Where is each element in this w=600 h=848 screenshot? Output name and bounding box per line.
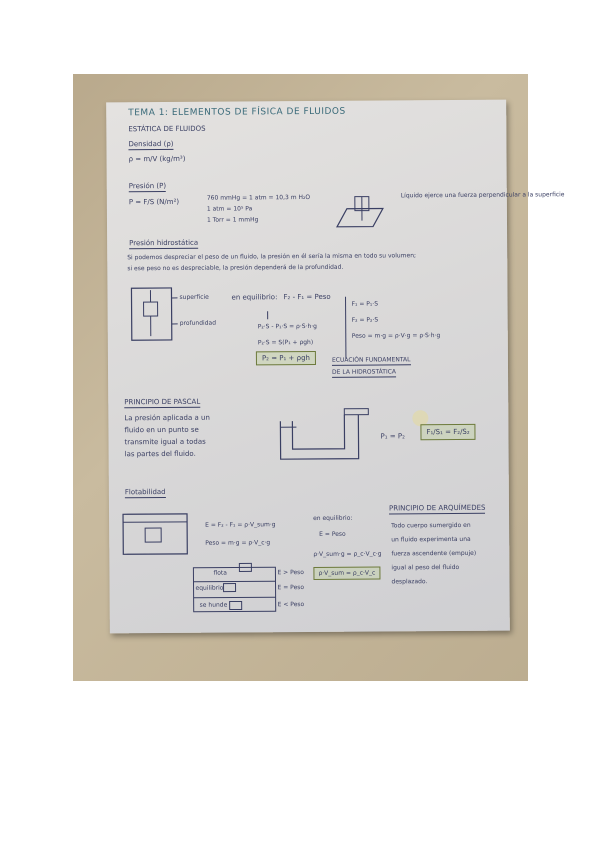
e-greater-label: E > Peso [277,569,304,577]
statics-heading: ESTÁTICA DE FLUIDOS [128,124,206,134]
depth-label: profundidad [179,319,217,327]
flot-eq-5: ρ·V_sum·g = ρ_c·V_c·g [313,550,382,558]
flot-eq-2: Peso = m·g = ρ·V_c·g [205,539,271,547]
arq-text-5: desplazado. [391,578,428,586]
pascal-text-1: La presión aplicada a un [124,413,210,423]
fund-eq-line-2: DE LA HIDROSTÁTICA [332,368,397,376]
eq-2: P₂·S - P₁·S = ρ·S·h·g [257,322,317,331]
density-formula: ρ = m/V (kg/m³) [128,154,186,164]
hydro-text-2: si ese peso no es despreciable, la presión dependerá de la profundidad. [127,263,344,273]
units-line-3: 1 Torr = 1 mmHg [206,216,259,224]
eq-right-1: F₁ = P₁·S [351,300,379,308]
pressure-formula: P = F/S (N/m²) [128,197,180,207]
flot-label: Flotabilidad [124,487,166,497]
density-label: Densidad (ρ) [128,139,174,149]
equilibrio-label: equilibrio [195,584,224,592]
pascal-text-2: fluido en un punto se [124,425,199,435]
equilibrium-label: en equilibrio: [231,293,278,302]
arq-text-1: Todo cuerpo sumergido en [391,521,471,530]
eq-right-3: Peso = m·g = ρ·V·g = ρ·S·h·g [351,332,441,340]
se-hunde-label: se hunde [199,601,228,609]
e-equal-label: E = Peso [277,584,305,592]
flota-label: flota [213,569,227,577]
flot-eq-3: en equilibrio: [313,514,353,522]
pressure-label: Presión (P) [128,181,167,191]
eq-right-2: F₂ = P₂·S [351,316,379,324]
surface-label: superficie [179,293,209,301]
eq-3: P₂·S = S(P₁ + ρgh) [257,338,314,347]
eq-1: F₂ - F₁ = Peso [283,292,331,302]
arq-title: PRINCIPIO DE ARQUÍMEDES [388,503,486,513]
arq-text-4: igual al peso del fluido [391,563,460,572]
e-less-label: E < Peso [277,601,305,609]
fundamental-equation-box: P₂ = P₁ + ρgh [256,351,316,365]
arq-text-2: un fluido experimenta una [391,535,471,544]
pascal-box: F₁/S₁ = F₂/S₂ [420,424,475,440]
hydro-label: Presión hidrostática [129,238,199,248]
units-line-1: 760 mmHg = 1 atm = 10,3 m H₂O [206,193,311,202]
flot-box: ρ·V_sum = ρ_c·V_c [313,567,380,580]
pascal-text-3: transmite igual a todas [124,437,206,447]
hydro-text-1: Si podemos despreciar el peso de un fluido, la presión en él sería la misma en todo su volumen; [127,252,417,262]
pascal-equation: P₁ = P₂ [380,432,405,441]
pascal-text-4: las partes del fluido. [124,449,196,459]
note-page [106,100,565,634]
arq-text-3: fuerza ascendente (empuje) [391,549,477,558]
units-line-2: 1 atm = 10⁵ Pa [206,205,253,213]
flot-eq-4: E = Peso [319,530,346,538]
fund-eq-line-1: ECUACIÓN FUNDAMENTAL [331,356,411,364]
flot-eq-1: E = F₂ - F₁ = ρ·V_sum·g [205,521,276,529]
page-title: TEMA 1: ELEMENTOS DE FÍSICA DE FLUIDOS [128,106,346,119]
pascal-title: PRINCIPIO DE PASCAL [124,397,201,407]
pressure-note: Líquido ejerce una fuerza perpendicular a la superficie [400,191,565,200]
